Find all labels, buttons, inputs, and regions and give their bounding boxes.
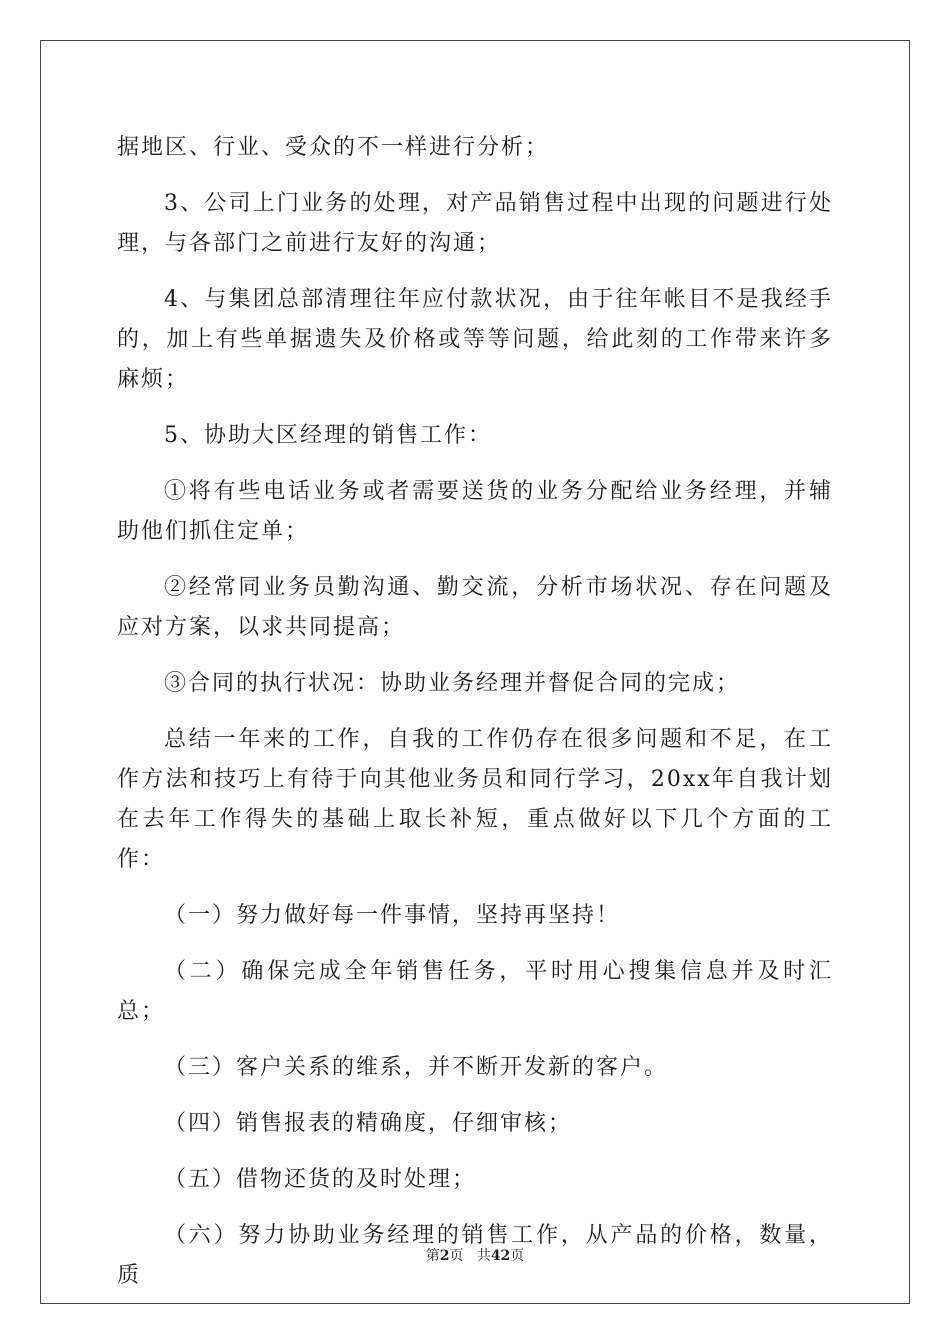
paragraph-13: （五）借物还货的及时处理； — [164, 1167, 477, 1192]
paragraph-12: （四）销售报表的精确度，仔细审核； — [164, 1111, 573, 1136]
footer-total-prefix: 共 — [476, 1248, 491, 1264]
footer-total-suffix: 页 — [510, 1248, 525, 1264]
paragraph-14: （六）努力协助业务经理的销售工作，从产品的价格，数量，质 — [117, 1223, 833, 1288]
footer-prefix: 第 — [425, 1248, 440, 1264]
paragraph-1: 据地区、行业、受众的不一样进行分析； — [117, 135, 550, 160]
paragraph-2: 3、公司上门业务的处理，对产品销售过程中出现的问题进行处理，与各部门之前进行友好的沟通； — [117, 191, 833, 256]
document-body — [117, 128, 833, 1312]
page-footer — [0, 1245, 950, 1265]
paragraph-5: ①将有些电话业务或者需要送货的业务分配给业务经理，并辅助他们抓住定单； — [117, 479, 833, 544]
paragraph-4: 5、协助大区经理的销售工作： — [164, 423, 492, 448]
paragraph-3: 4、与集团总部清理往年应付款状况，由于往年帐目不是我经手的，加上有些单据遗失及价格或等等问题，给此刻的工作带来许多麻烦； — [117, 287, 833, 392]
paragraph-9: （一）努力做好每一件事情，坚持再坚持！ — [164, 903, 621, 928]
paragraph-6: ②经常同业务员勤沟通、勤交流，分析市场状况、存在问题及应对方案，以求共同提高； — [117, 575, 833, 640]
paragraph-11: （三）客户关系的维系，并不断开发新的客户。 — [164, 1055, 669, 1080]
paragraph-7: ③合同的执行状况：协助业务经理并督促合同的完成； — [164, 671, 741, 696]
total-page-count: 42 — [490, 1248, 511, 1264]
paragraph-8: 总结一年来的工作，自我的工作仍存在很多问题和不足，在工作方法和技巧上有待于向其他业务员和同行学习，20xx年自我计划在去年工作得失的基础上取长补短，重点做好以下几个方面的工作： — [117, 727, 833, 872]
current-page-number: 2 — [439, 1248, 450, 1264]
footer-page-suffix: 页 — [449, 1248, 464, 1264]
paragraph-10: （二）确保完成全年销售任务，平时用心搜集信息并及时汇总； — [117, 959, 833, 1024]
